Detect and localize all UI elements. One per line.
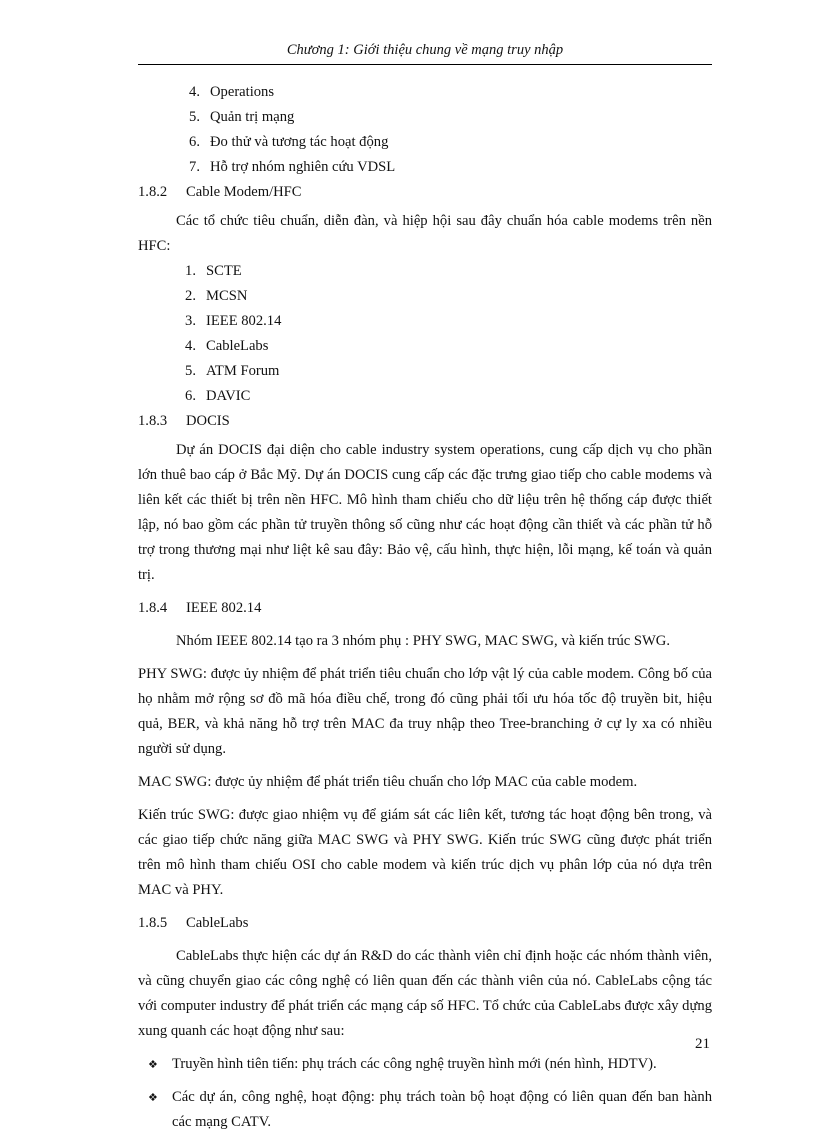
operations-list [138, 80, 712, 180]
paragraph: MAC SWG: được ủy nhiệm để phát triển tiêu chuẩn cho lớp MAC của cable modem. [138, 774, 638, 790]
list-item: 2. MCSN [185, 288, 248, 304]
diamond-bullet-icon: ❖ [148, 1058, 158, 1071]
page-header [138, 42, 712, 65]
list-item: 6. DAVIC [185, 388, 251, 404]
section-heading-1-8-5: 1.8.5 CableLabs [138, 915, 249, 931]
diamond-bullet-icon: ❖ [148, 1091, 158, 1104]
list-item: 1. SCTE [185, 263, 242, 279]
paragraph: Các tổ chức tiêu chuẩn, diễn đàn, và hiệp hội sau đây chuẩn hóa cable modems trên nền HFC: [138, 213, 712, 254]
page-content [138, 80, 712, 1135]
list-item: 5. ATM Forum [185, 363, 280, 379]
list-item: 4. CableLabs [185, 338, 269, 354]
section-heading-1-8-4: 1.8.4 IEEE 802.14 [138, 600, 262, 616]
list-item: 6. Đo thử và tương tác hoạt động [189, 134, 389, 150]
section-heading-1-8-2: 1.8.2 Cable Modem/HFC [138, 184, 302, 200]
section-heading-1-8-3: 1.8.3 DOCIS [138, 413, 230, 429]
page-number: 21 [695, 1036, 710, 1052]
paragraph: Kiến trúc SWG: được giao nhiệm vụ để giám sát các liên kết, tương tác hoạt động bên trong, và các giao tiếp chức năng giữa MAC SWG và PHY SWG. Kiến trúc SWG cũng được phát triển trên mô hình tham chiếu OSI cho cable modem và kiến trúc dịch vụ phân lớp của nó dựa trên MAC và PHY. [138, 807, 712, 898]
paragraph: Nhóm IEEE 802.14 tạo ra 3 nhóm phụ : PHY SWG, MAC SWG, và kiến trúc SWG. [176, 633, 670, 649]
list-item: 5. Quản trị mạng [189, 109, 295, 125]
paragraph: CableLabs thực hiện các dự án R&D do các thành viên chỉ định hoặc các nhóm thành viên, và cũng chuyển giao các công nghệ có liên quan đến các thành viên của nó. CableLabs cộng tác với computer industry để phát triển các mạng cáp số HFC. Tổ chức của CableLabs được xây dựng xung quanh các hoạt động như sau: [138, 948, 712, 1039]
paragraph: PHY SWG: được ủy nhiệm để phát triển tiêu chuẩn cho lớp vật lý của cable modem. Công bố của họ nhằm mở rộng sơ đồ mã hóa điều chế, trong đó cũng phải tối ưu hóa tốc độ truyền bit, hiệu quả, BER, và khả năng hỗ trợ trên MAC đa truy nhập theo Tree-branching ở cự ly xa có nhiều người sử dụng. [138, 666, 712, 757]
list-item: 4. Operations [189, 84, 275, 100]
list-item: ❖ Truyền hình tiên tiến: phụ trách các công nghệ truyền hình mới (nén hình, HDTV). [138, 1052, 712, 1077]
list-item: 3. IEEE 802.14 [185, 313, 282, 329]
list-item: 7. Hỗ trợ nhóm nghiên cứu VDSL [189, 159, 396, 175]
list-item: ❖ Các dự án, công nghệ, hoạt động: phụ trách toàn bộ hoạt động có liên quan đến ban hành các mạng CATV. [138, 1085, 712, 1135]
chapter-title: Chương 1: Giới thiệu chung về mạng truy nhập [286, 42, 564, 58]
organizations-list [138, 259, 712, 409]
paragraph: Dự án DOCIS đại diện cho cable industry system operations, cung cấp dịch vụ cho phần lớn thuê bao cáp ở Bắc Mỹ. Dự án DOCIS cung cấp các đặc trưng giao tiếp cho cable modems và liên kết các thiết bị trên nền HFC. Mô hình tham chiếu cho dữ liệu trên hệ thống cáp được thiết lập, nó bao gồm các phần tử truyền thông số cũng như các hoạt động cần thiết và các phần tử hỗ trợ trong thương mại như liệt kê sau đây: Bảo vệ, cấu hình, thực hiện, lỗi mạng, kế toán và quản trị. [138, 442, 712, 583]
